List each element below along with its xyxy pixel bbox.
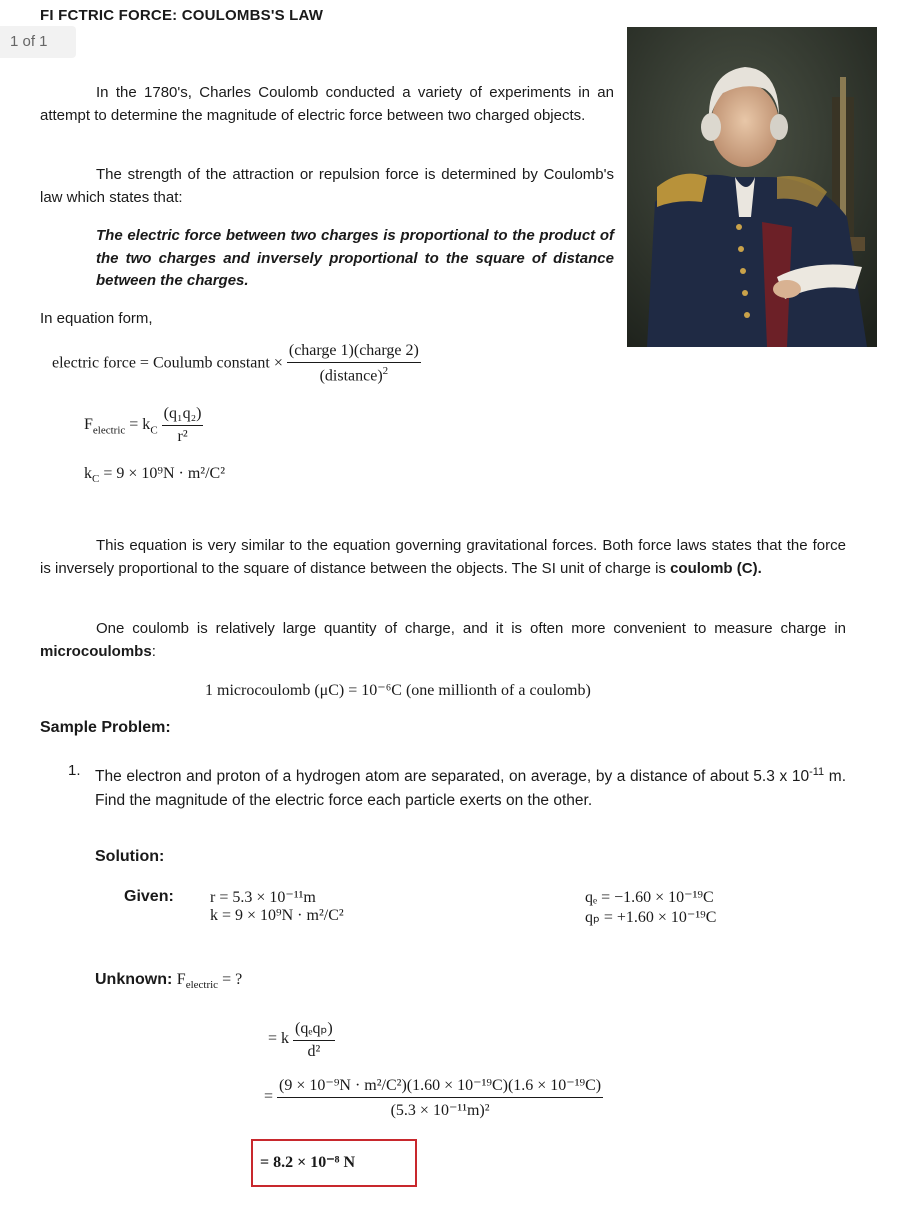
word-equation-denominator-text: (distance)	[319, 367, 383, 385]
coulomb-constant	[84, 465, 225, 485]
solution-step-2	[264, 1075, 603, 1120]
step-2-numerator: (9 × 10⁻⁹N · m²/C²)(1.60 × 10⁻¹⁹C)(1.6 × 10⁻¹⁹C)	[277, 1075, 603, 1098]
given-label: Given:	[124, 888, 174, 905]
step-1-fraction	[293, 1018, 335, 1061]
coulomb-portrait-image	[627, 27, 877, 347]
formula-k-subscript: C	[150, 424, 158, 437]
constant-value: = 9 × 10⁹N · m²/C²	[103, 465, 226, 482]
formula-denominator: r²	[177, 428, 188, 445]
intro-paragraph-2: The strength of the attraction or repulsion force is determined by Coulomb's law which states that:	[40, 166, 614, 206]
equation-form-label: In equation form,	[40, 310, 153, 327]
given-qe: qₑ = −1.60 × 10⁻¹⁹C	[585, 889, 714, 906]
unknown-line	[95, 971, 242, 991]
microcoulomb-definition: 1 microcoulomb (μC) = 10⁻⁶C (one millionth of a coulomb)	[205, 682, 591, 699]
gravitation-paragraph-text: This equation is very similar to the equation governing gravitational forces. Both force laws states that the force is inversely proportional to the square of distance between the objects. The SI unit of charge is	[40, 537, 846, 577]
step-2-denominator: (5.3 × 10⁻¹¹m)²	[390, 1102, 490, 1119]
unknown-rhs: = ?	[218, 971, 243, 988]
word-equation	[52, 342, 421, 385]
step-1-numerator: (qₑqₚ)	[293, 1018, 335, 1041]
solution-heading: Solution:	[95, 848, 165, 865]
microcoulomb-paragraph-colon: :	[151, 642, 156, 660]
coulomb-unit-text: coulomb (C).	[670, 559, 762, 577]
gravitation-paragraph	[40, 535, 846, 580]
intro-paragraph-1: In the 1780's, Charles Coulomb conducted a variety of experiments in an attempt to determine the magnitude of electric force between two charged objects.	[40, 84, 614, 124]
microcoulomb-paragraph	[40, 618, 846, 663]
final-answer: = 8.2 × 10⁻⁸ N	[260, 1154, 356, 1171]
formula-equals-k: = k	[129, 416, 151, 434]
step-1-denominator: d²	[307, 1043, 321, 1060]
problem-number: 1.	[68, 762, 81, 779]
word-equation-lhs: electric force = Coulumb constant ×	[52, 354, 283, 372]
problem-exponent: -11	[809, 766, 825, 778]
solution-step-1	[268, 1018, 335, 1061]
step-2-fraction	[277, 1075, 603, 1120]
unknown-label: Unknown:	[95, 971, 173, 988]
word-equation-fraction	[287, 342, 421, 385]
page-title: FI FCTRIC FORCE: COULOMBS'S LAW	[40, 7, 324, 24]
given-r: r = 5.3 × 10⁻¹¹m	[210, 889, 316, 906]
constant-k: k	[84, 465, 92, 482]
formula-f-subscript: electric	[92, 424, 126, 437]
formula-numerator: (q₁q₂)	[162, 405, 204, 426]
problem-statement	[95, 760, 846, 813]
unknown-f: F	[176, 971, 186, 988]
word-equation-numerator: (charge 1)(charge 2)	[287, 342, 421, 363]
law-definition: The electric force between two charges is proportional to the product of the two charges and inversely proportional to the square of distance between the charges.	[96, 227, 614, 289]
problem-statement-text-end: m. Find the magnitude of the electric force each particle exerts on the other.	[95, 768, 846, 810]
step-1-equals-k: = k	[268, 1030, 290, 1048]
formula-fraction	[162, 405, 204, 446]
unknown-f-subscript: electric	[185, 979, 219, 992]
given-qp: qₚ = +1.60 × 10⁻¹⁹C	[585, 909, 717, 926]
coulomb-formula	[84, 405, 203, 446]
page-counter: 1 of 1	[0, 26, 76, 58]
microcoulomb-paragraph-text: One coulomb is relatively large quantity of charge, and it is often more convenient to measure charge in	[96, 620, 846, 637]
microcoulombs-term: microcoulombs	[40, 642, 152, 660]
word-equation-denominator: (distance)$^2$	[319, 365, 389, 385]
formula-f: F	[84, 416, 93, 434]
given-k: k = 9 × 10⁹N · m²/C²	[210, 907, 344, 924]
step-2-equals: =	[264, 1088, 274, 1106]
problem-statement-text: The electron and proton of a hydrogen atom are separated, on average, by a distance of about 5.3 x 10	[95, 768, 810, 786]
constant-k-subscript: C	[92, 473, 100, 486]
sample-problem-heading: Sample Problem:	[40, 719, 171, 736]
